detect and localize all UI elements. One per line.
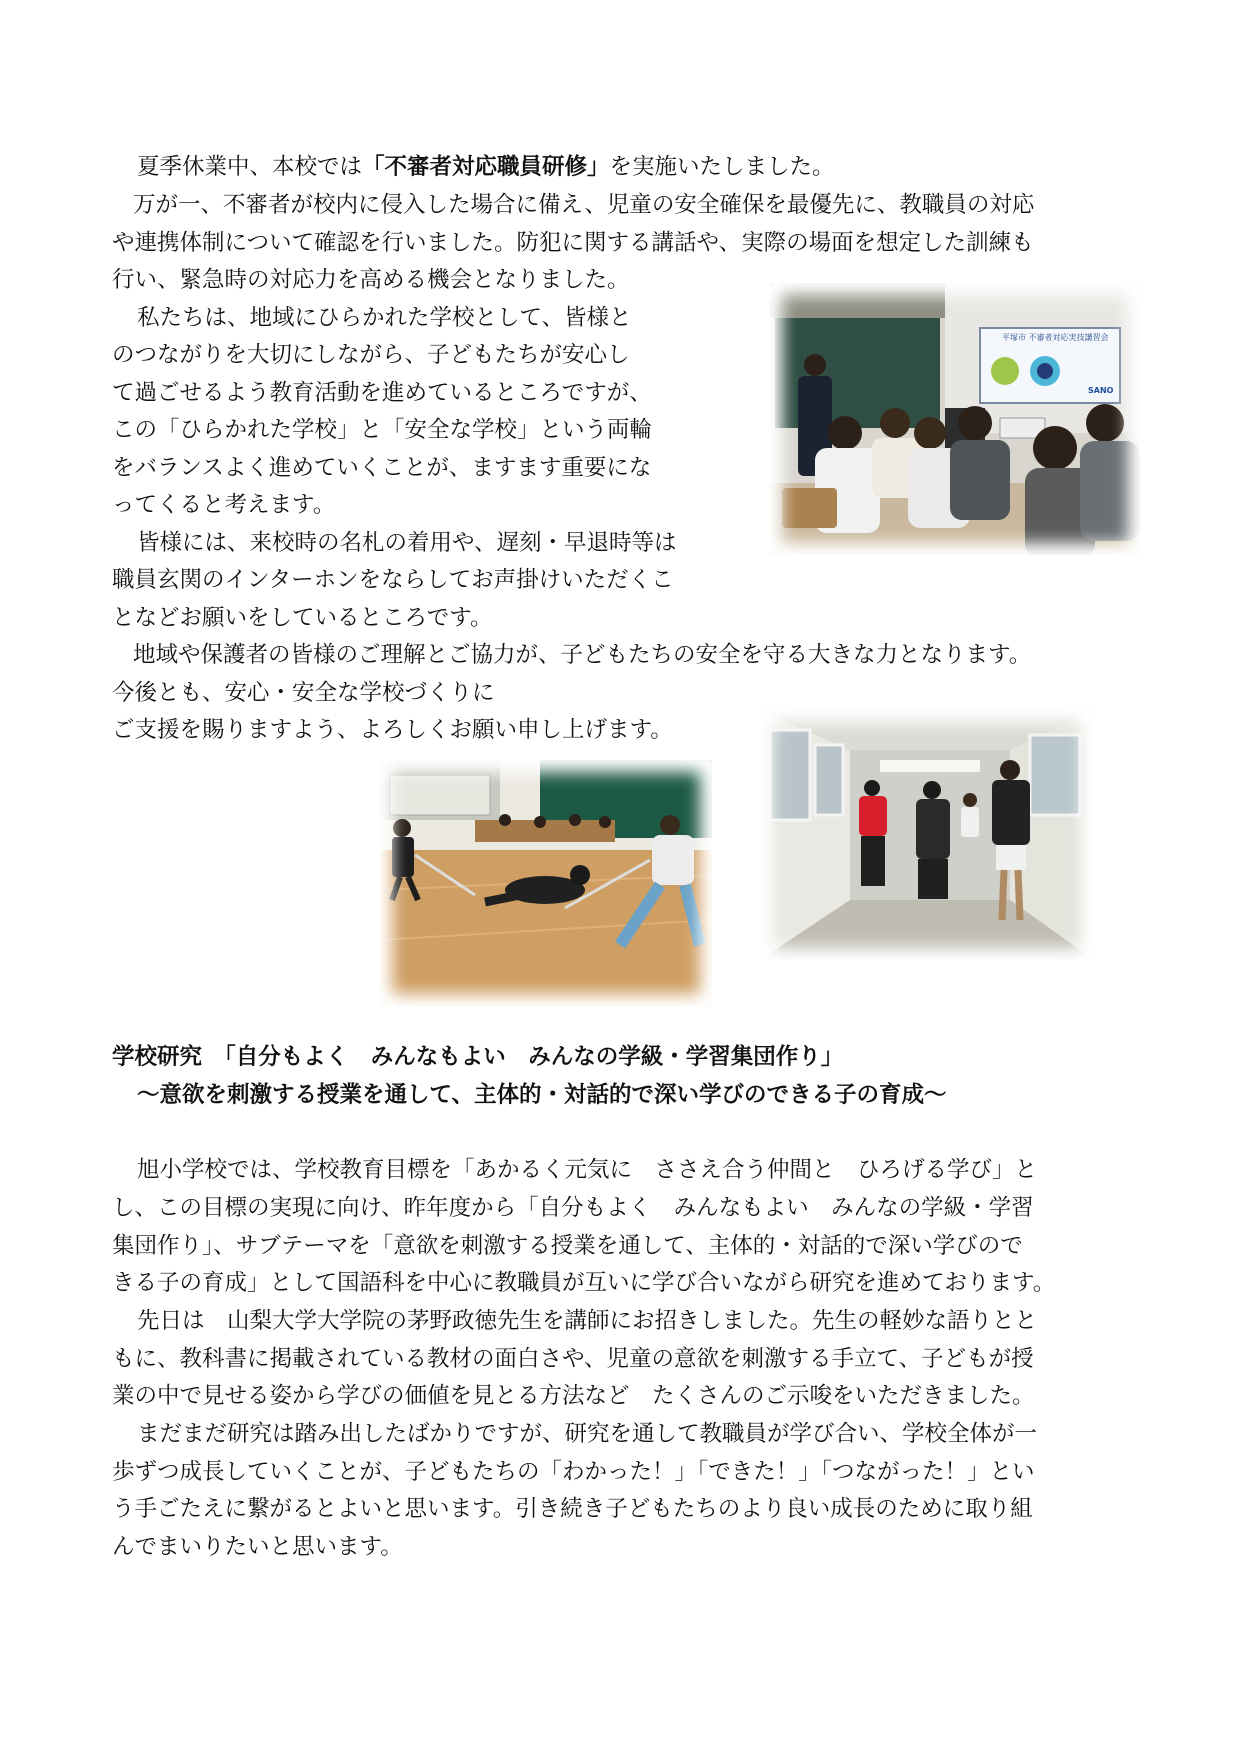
- text-line: んでまいりたいと思います。: [112, 1534, 403, 1560]
- text-line: もに、教科書に掲載されている教材の面白さや、児童の意欲を刺激する手立て、子どもが授: [112, 1346, 1034, 1372]
- hallway-photo: [760, 710, 1094, 960]
- text-line: ご支援を賜りますよう、よろしくお願い申し上げます。: [112, 717, 673, 743]
- text-line: 行い、緊急時の対応力を高める機会となりました。: [112, 267, 630, 293]
- training-title: 「不審者対応職員研修」: [362, 154, 610, 180]
- text-line: 今後とも、安心・安全な学校づくりに: [112, 680, 495, 706]
- text-line: きる子の育成」として国語科を中心に教職員が互いに学び合いながら研究を進めております。: [112, 1270, 1056, 1296]
- text-line: や連携体制について確認を行いました。防犯に関する講話や、実際の場面を想定した訓練も: [112, 230, 1034, 256]
- text-line: 地域や保護者の皆様のご理解とご協力が、子どもたちの安全を守る大きな力となります。: [133, 642, 1032, 668]
- lecture-photo: [770, 283, 1140, 555]
- text-line: をバランスよく進めていくことが、ますます重要にな: [112, 455, 652, 481]
- section1-intro-text: 夏季休業中、本校では: [137, 154, 363, 180]
- text-line: 先日は 山梨大学大学院の茅野政徳先生を講師にお招きしました。先生の軽妙な語りとと: [137, 1308, 1038, 1334]
- text-line: 職員玄関のインターホンをならしてお声掛けいただくこ: [112, 567, 674, 593]
- research-heading-title: 学校研究 「自分もよく みんなもよい みんなの学級・学習集団作り」: [112, 1044, 844, 1070]
- training-floor-photo: [380, 760, 712, 1006]
- text-line: この「ひらかれた学校」と「安全な学校」という両輪: [112, 417, 653, 443]
- text-line: 集団作り」、サブテーマを「意欲を刺激する授業を通して、主体的・対話的で深い学びので: [112, 1233, 1023, 1259]
- text-line: 業の中で見せる姿から学びの価値を見とる方法など たくさんのご示唆をいただきました。: [112, 1383, 1035, 1409]
- text-line: 私たちは、地域にひらかれた学校として、皆様と: [137, 305, 632, 331]
- text-line: 歩ずつ成長していくことが、子どもたちの「わかった！」「できた！」「つながった！」とい: [112, 1459, 1035, 1485]
- section1-intro-text-end: を実施いたしました。: [609, 154, 835, 180]
- text-line: し、この目標の実現に向け、昨年度から「自分もよく みんなもよい みんなの学級・学習: [112, 1195, 1034, 1221]
- text-line: 皆様には、来校時の名札の着用や、遅刻・早退時等は: [137, 530, 677, 556]
- section1-paragraph-1: [137, 152, 835, 182]
- text-line: う手ごたえに繋がるとよいと思います。引き続き子どもたちのより良い成長のために取り組: [112, 1496, 1033, 1522]
- text-line: 旭小学校では、学校教育目標を「あかるく元気に ささえ合う仲間と ひろげる学び」と: [137, 1157, 1038, 1183]
- research-heading-subtitle: ～意欲を刺激する授業を通して、主体的・対話的で深い学びのできる子の育成～: [137, 1082, 947, 1108]
- text-line: て過ごせるよう教育活動を進めているところですが、: [112, 380, 652, 406]
- text-line: 万が一、不審者が校内に侵入した場合に備え、児童の安全確保を最優先に、教職員の対応: [133, 192, 1035, 218]
- text-line: ってくると考えます。: [112, 492, 336, 518]
- slide-brand: SANO: [1088, 386, 1114, 395]
- text-line: となどお願いをしているところです。: [112, 605, 493, 631]
- text-line: まだまだ研究は踏み出したばかりですが、研究を通して教職員が学び合い、学校全体が一: [137, 1421, 1038, 1447]
- text-line: のつながりを大切にしながら、子どもたちが安心し: [112, 342, 630, 368]
- slide-title: 平塚市 不審者対応実技講習会: [1002, 333, 1109, 342]
